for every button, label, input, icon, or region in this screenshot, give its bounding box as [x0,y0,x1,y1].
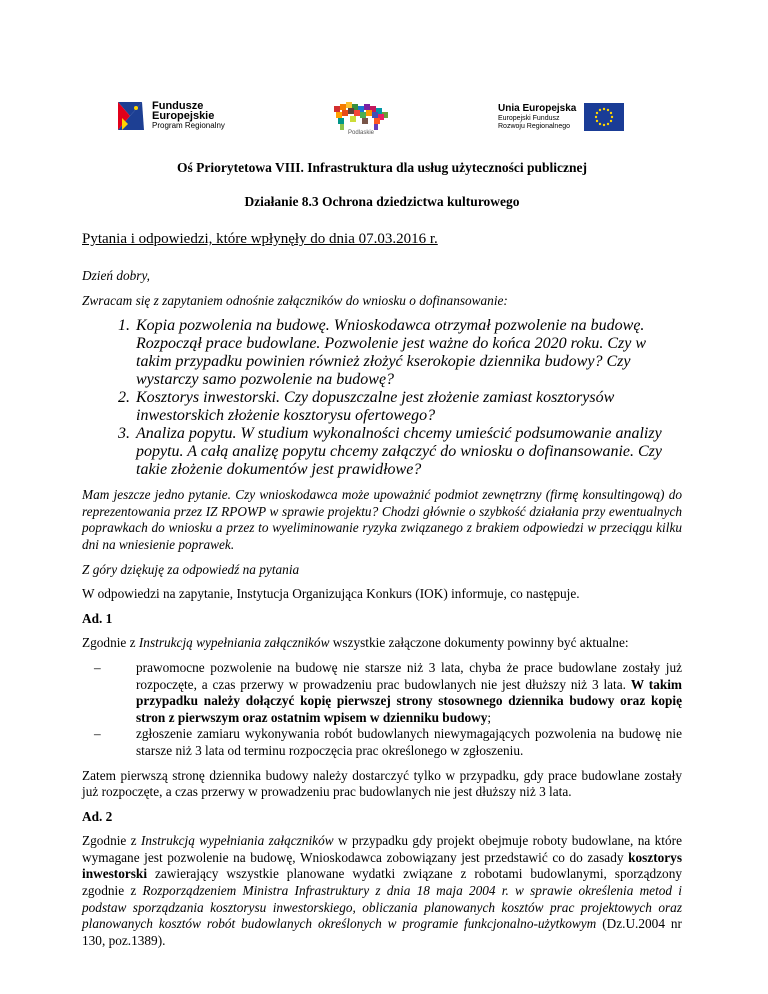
extra-question: Mam jeszcze jedno pytanie. Czy wnioskodawca może upoważnić podmiot zewnętrzny (firmę konsultingową) do reprezentowania przez IZ RPOWP w sprawie projektu? Chodzi głównie o szybkość działania przy ewentualnych poprawkach do wniosku a przez to wyeliminowanie ryzyka związanego z brakiem odpowiedzi w przeciągu kilku dni na wniesienie poprawek. [82,487,682,552]
list-item: 2. Kosztorys inwestorski. Czy dopuszczalne jest złożenie zamiast kosztorysów inwestorskich złożenie kosztorysu ofertowego? [118,389,615,425]
ue-line2: Europejski Fundusz [498,115,560,122]
questions-title: Pytania i odpowiedzi, które wpłynęły do dnia 07.03.2016 r. [82,231,438,247]
fe-line2: Europejskie [152,110,215,122]
list-item: 3. Analiza popytu. W studium wykonalności chcemy umieścić podsumowanie analizy popytu. A całą analizę popytu chcemy załączyć do wniosku o dofinansowanie. Czy takie złożenie dokumentów jest prawidłowe? [118,425,662,479]
ue-line1: Unia Europejska [498,103,577,114]
fe-line3: Program Regionalny [152,121,225,130]
ad1-conclusion: Zatem pierwszą stronę dziennika budowy należy dostarczyć tylko w przypadku, gdy prace budowlane zostały już rozpoczęte, a czas przerwy w prowadzeniu prac budowlanych nie jest dłuższy niż 3 lata. [82,767,682,800]
fe-emblem-icon [116,100,146,132]
list-item: – prawomocne pozwolenie na budowę nie starsze niż 3 lata, chyba że prace budowlane zostały już rozpoczęte, a czas przerwy w prowadzeniu prac budowlanych nie jest dłuższy niż 3 lata. W takim przypadku należy dołączyć kopię pierwszej strony stosownego dziennika budowy oraz kopię stron z pierwszym oraz ostatnim wpisem w dzienniku budowy; [94,659,683,725]
logo-bar [0,98,768,144]
eu-flag-icon [584,103,624,131]
document-body [82,268,682,949]
ad2-title: Ad. 2 [82,808,113,824]
ad2-paragraph: Zgodnie z Instrukcją wypełniania załączników w przypadku gdy projekt obejmuje roboty budowlane, na które wymagane jest pozwolenie na budowę, Wnioskodawca zobowiązany jest przedstawić co do zasady kosztorys inwestorski zawierający wszystkie planowane wydatki związane z robotami budowlanymi, sporządzony zgodnie z Rozporządzeniem Ministra Infrastruktury z dnia 18 maja 2004 r. w sprawie określenia metod i podstaw sporządzania kosztorysu inwestorskiego, obliczania planowanych kosztów prac projektowych oraz planowanych kosztów robót budowlanych określonych w programie funkcjonalno-użytkowym (Dz.U.2004 nr 130, poz.1389). [82,833,682,948]
greeting: Dzień dobry, [82,268,150,283]
podlaskie-label: Podlaskie [347,130,374,136]
requirements-list [82,660,682,760]
list-item: 1. Kopia pozwolenia na budowę. Wnioskodawca otrzymał pozwolenie na budowę. Rozpoczął prace budowlane. Pozwolenie jest ważne do końca 2020 roku. Czy w takim przypadku powinien również złożyć kserokopie dziennika budowy? Czy wystarczy samo pozwolenie na budowę? [118,317,647,389]
heading-measure: Działanie 8.3 Ochrona dziedzictwa kulturowego [244,194,520,209]
thanks: Z góry dziękuję za odpowiedź na pytania [82,561,300,577]
fe-line1: Fundusze [152,100,204,112]
intro: Zwracam się z zapytaniem odnośnie załączników do wniosku o dofinansowanie: [82,292,508,308]
heading-priority-axis: Oś Priorytetowa VIII. Infrastruktura dla usług użyteczności publicznej [177,160,587,175]
podlaskie-logo [330,98,392,136]
ad1-lead: Zgodnie z Instrukcją wypełniania załączników wszystkie załączone dokumenty powinny być aktualne: [82,635,629,651]
ue-line3: Rozwoju Regionalnego [498,123,570,130]
answer-intro: W odpowiedzi na zapytanie, Instytucja Organizująca Konkurs (IOK) informuje, co następuje. [82,586,580,602]
question-list [82,317,682,479]
ad1-title: Ad. 1 [82,610,113,626]
bison-mosaic-icon [330,98,392,134]
list-item: – zgłoszenie zamiaru wykonywania robót budowlanych niewymagających pozwolenia na budowę nie starsze niż 3 lata od terminu rozpoczęcia prac określonego w zgłoszeniu. [94,726,682,758]
unia-europejska-logo [498,102,624,131]
fundusze-europejskie-logo [116,100,225,132]
